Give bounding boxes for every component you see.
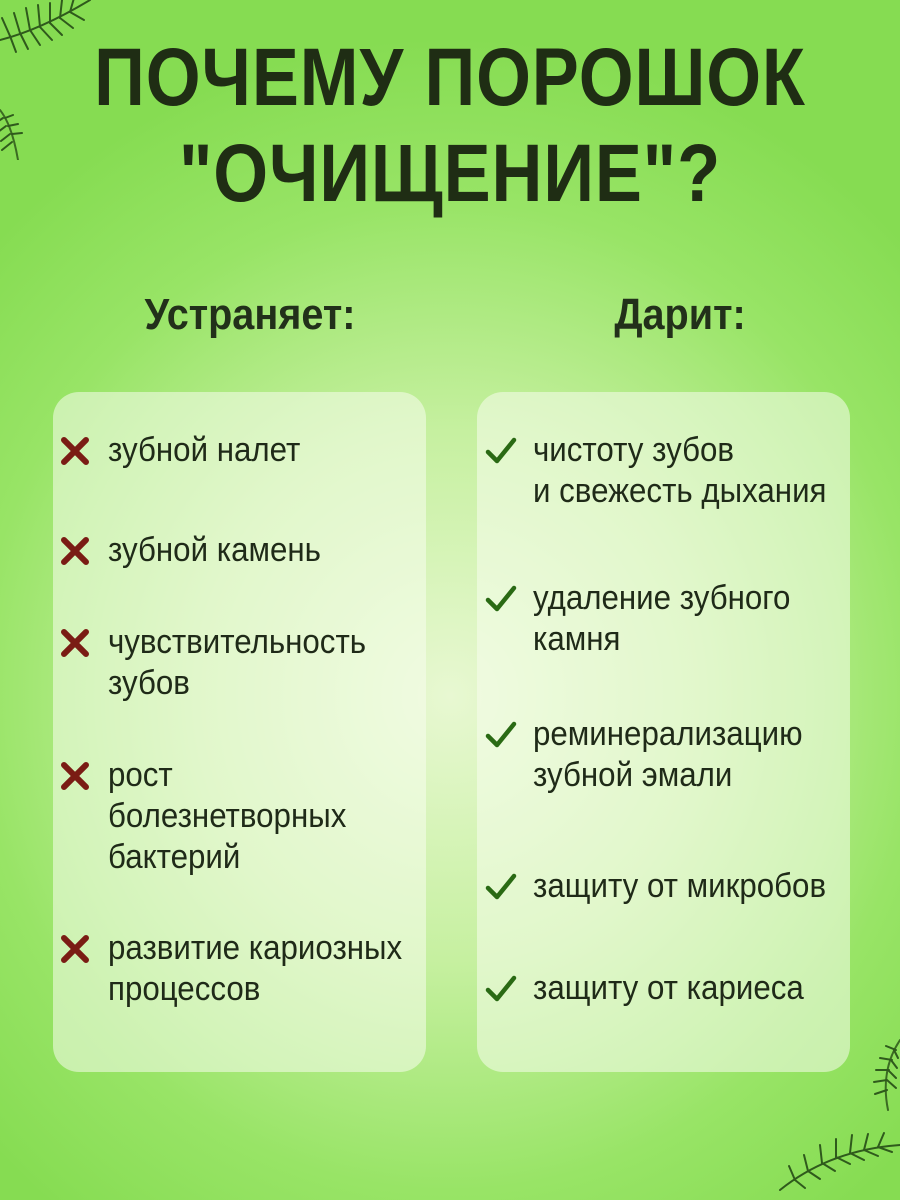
item-line: реминерализацию: [533, 715, 803, 753]
eliminates-item-2: [60, 530, 340, 571]
gives-item-1: [485, 430, 852, 512]
check-icon: [485, 872, 517, 902]
check-icon: [485, 436, 517, 466]
item-line: болезнетворных: [108, 797, 347, 835]
eliminates-item-4: [60, 755, 367, 878]
item-line: зубной налет: [108, 431, 301, 469]
check-icon: [485, 584, 517, 614]
cross-icon: [60, 934, 90, 964]
cross-icon: [60, 761, 90, 791]
gives-item-5: [485, 968, 827, 1009]
cross-icon: [60, 436, 90, 466]
item-line: зубов: [108, 664, 190, 702]
check-icon: [485, 974, 517, 1004]
cross-icon: [60, 628, 90, 658]
page-title: [63, 30, 837, 222]
item-line: развитие кариозных: [108, 929, 403, 967]
check-icon: [485, 720, 517, 750]
eliminates-item-5: [60, 928, 428, 1010]
item-line: и свежесть дыхания: [533, 472, 827, 510]
item-line: защиту от кариеса: [533, 969, 804, 1007]
eliminates-item-3: [60, 622, 389, 704]
title-line-1: ПОЧЕМУ ПОРОШОК: [94, 32, 806, 123]
item-line: защиту от микробов: [533, 867, 827, 905]
item-line: зубной камень: [108, 531, 321, 569]
gives-item-2: [485, 578, 813, 660]
item-line: рост: [108, 756, 173, 794]
item-line: процессов: [108, 970, 261, 1008]
gives-heading: Дарит:: [614, 290, 746, 339]
item-line: бактерий: [108, 838, 241, 876]
item-line: чувствительность: [108, 623, 367, 661]
gives-item-4: [485, 866, 852, 907]
eliminates-item-1: [60, 430, 317, 471]
title-line-2: "ОЧИЩЕНИЕ"?: [178, 128, 722, 219]
item-line: камня: [533, 620, 621, 658]
item-line: чистоту зубов: [533, 431, 735, 469]
eliminates-heading: Устраняет:: [144, 290, 356, 339]
item-line: зубной эмали: [533, 756, 733, 794]
cross-icon: [60, 536, 90, 566]
item-line: удаление зубного: [533, 579, 791, 617]
gives-item-3: [485, 714, 826, 796]
